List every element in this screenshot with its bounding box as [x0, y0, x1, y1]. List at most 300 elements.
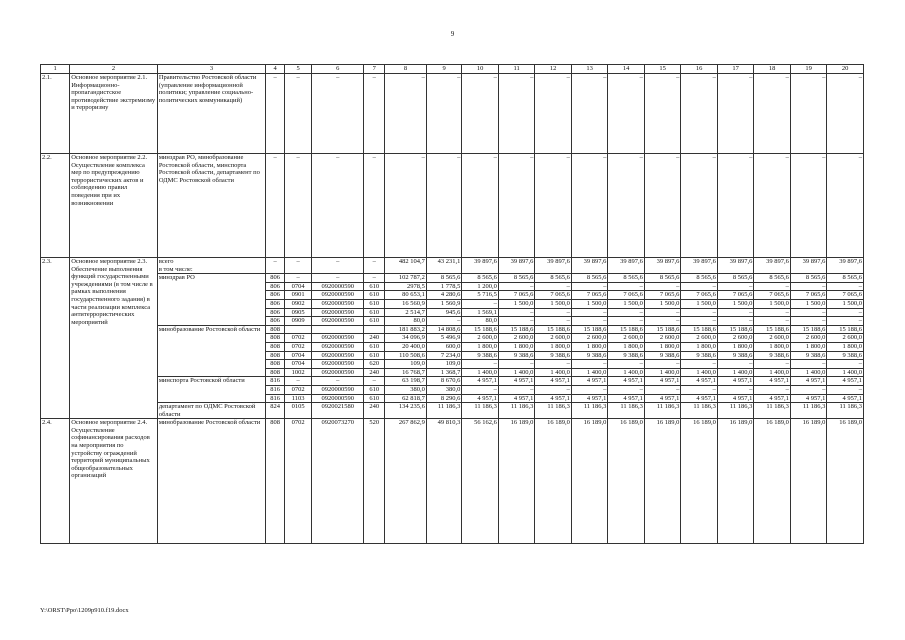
- value-cell: 0920000590: [312, 368, 364, 377]
- value-cell: 380,0: [426, 385, 461, 394]
- value-cell: 39 897,6: [681, 258, 718, 274]
- footer-file-path: Y:\ORST\Ppo\1209p910.f19.docx: [40, 607, 129, 614]
- value-cell: 11 186,3: [571, 403, 608, 419]
- header-cell: 2: [70, 65, 158, 74]
- header-cell: 18: [754, 65, 791, 74]
- value-cell: 4 957,1: [571, 377, 608, 386]
- value-cell: 610: [364, 308, 385, 317]
- value-cell: 1 500,0: [608, 299, 645, 308]
- value-cell: –: [498, 385, 535, 394]
- value-cell: –: [462, 385, 499, 394]
- table-header-row: [41, 65, 864, 74]
- value-cell: 610: [364, 394, 385, 403]
- value-cell: –: [827, 360, 864, 369]
- value-cell: 15 188,6: [681, 325, 718, 334]
- value-cell: –: [754, 282, 791, 291]
- value-cell: –: [498, 317, 535, 326]
- value-cell: 1 778,5: [426, 282, 461, 291]
- value-cell: 4 957,1: [754, 377, 791, 386]
- value-cell: 2 600,0: [754, 334, 791, 343]
- value-cell: –: [827, 154, 864, 258]
- value-cell: 8 565,6: [426, 274, 461, 283]
- value-cell: 7 065,6: [535, 291, 572, 300]
- value-cell: 8 290,6: [426, 394, 461, 403]
- value-cell: 9 388,6: [571, 351, 608, 360]
- value-cell: –: [644, 154, 681, 258]
- value-cell: 1 800,0: [535, 342, 572, 351]
- value-cell: 7 065,6: [571, 291, 608, 300]
- value-cell: 808: [266, 419, 285, 544]
- value-cell: 1 800,0: [608, 342, 645, 351]
- value-cell: 0702: [285, 334, 312, 343]
- value-cell: 9 388,6: [790, 351, 827, 360]
- value-cell: 4 957,1: [462, 377, 499, 386]
- value-cell: 15 188,6: [790, 325, 827, 334]
- header-cell: 5: [285, 65, 312, 74]
- value-cell: 8 565,6: [644, 274, 681, 283]
- executor-name: Правительство Ростовской области (управление информационной политики; управление социально-политических коммуникаций): [157, 74, 265, 154]
- value-cell: 8 565,6: [571, 274, 608, 283]
- value-cell: –: [535, 308, 572, 317]
- table-row: [41, 154, 864, 258]
- value-cell: 39 897,6: [571, 258, 608, 274]
- value-cell: 16 560,9: [385, 299, 427, 308]
- value-cell: 9 388,6: [498, 351, 535, 360]
- value-cell: –: [644, 308, 681, 317]
- value-cell: 808: [266, 360, 285, 369]
- value-cell: 80,0: [385, 317, 427, 326]
- value-cell: 240: [364, 334, 385, 343]
- value-cell: 1002: [285, 368, 312, 377]
- value-cell: –: [790, 308, 827, 317]
- value-cell: –: [571, 317, 608, 326]
- value-cell: 20 400,0: [385, 342, 427, 351]
- value-cell: 7 065,6: [717, 291, 754, 300]
- value-cell: 102 787,2: [385, 274, 427, 283]
- value-cell: –: [754, 385, 791, 394]
- value-cell: 2 600,0: [571, 334, 608, 343]
- value-cell: 4 957,1: [498, 394, 535, 403]
- value-cell: 4 957,1: [790, 394, 827, 403]
- value-cell: –: [608, 308, 645, 317]
- value-cell: 1 800,0: [462, 342, 499, 351]
- value-cell: 5 496,9: [426, 334, 461, 343]
- item-name: Основное мероприятие 2.3. Обеспечение выполнения функций государственными учреждениями (в том числе в рамках выполнения государственного задания) в части реализации комплекса антитеррористических мероприятий: [70, 258, 158, 419]
- value-cell: 1 800,0: [498, 342, 535, 351]
- value-cell: 1 500,0: [535, 299, 572, 308]
- value-cell: –: [285, 154, 312, 258]
- value-cell: 808: [266, 368, 285, 377]
- value-cell: 1103: [285, 394, 312, 403]
- value-cell: 610: [364, 351, 385, 360]
- value-cell: 11 186,3: [608, 403, 645, 419]
- value-cell: 1 800,0: [827, 342, 864, 351]
- value-cell: 16 189,0: [681, 419, 718, 544]
- table-row: [41, 419, 864, 544]
- executor-name: минобразование Ростовской области: [157, 419, 265, 544]
- value-cell: –: [535, 282, 572, 291]
- value-cell: 62 818,7: [385, 394, 427, 403]
- value-cell: [312, 325, 364, 334]
- value-cell: 7 065,6: [681, 291, 718, 300]
- value-cell: 806: [266, 274, 285, 283]
- value-cell: 380,0: [385, 385, 427, 394]
- value-cell: 16 189,0: [717, 419, 754, 544]
- value-cell: 806: [266, 282, 285, 291]
- value-cell: 8 565,6: [608, 274, 645, 283]
- value-cell: –: [827, 385, 864, 394]
- value-cell: –: [498, 154, 535, 258]
- value-cell: 1 400,0: [462, 368, 499, 377]
- value-cell: 15 188,6: [644, 325, 681, 334]
- value-cell: –: [717, 154, 754, 258]
- value-cell: 15 188,6: [827, 325, 864, 334]
- value-cell: 39 897,6: [827, 258, 864, 274]
- header-cell: 7: [364, 65, 385, 74]
- value-cell: 7 065,6: [498, 291, 535, 300]
- value-cell: 39 897,6: [790, 258, 827, 274]
- value-cell: 600,0: [426, 342, 461, 351]
- value-cell: –: [285, 258, 312, 274]
- value-cell: –: [754, 317, 791, 326]
- value-cell: 16 189,0: [790, 419, 827, 544]
- value-cell: –: [644, 317, 681, 326]
- value-cell: 2 600,0: [717, 334, 754, 343]
- value-cell: –: [681, 308, 718, 317]
- value-cell: 1 400,0: [498, 368, 535, 377]
- value-cell: 2 600,0: [827, 334, 864, 343]
- value-cell: 15 188,6: [535, 325, 572, 334]
- value-cell: 1 800,0: [790, 342, 827, 351]
- value-cell: 945,6: [426, 308, 461, 317]
- value-cell: –: [790, 360, 827, 369]
- value-cell: 806: [266, 291, 285, 300]
- value-cell: –: [717, 282, 754, 291]
- value-cell: 4 957,1: [608, 377, 645, 386]
- value-cell: 16 189,0: [644, 419, 681, 544]
- value-cell: 1 400,0: [535, 368, 572, 377]
- value-cell: 620: [364, 360, 385, 369]
- value-cell: 610: [364, 299, 385, 308]
- value-cell: 610: [364, 385, 385, 394]
- value-cell: –: [462, 299, 499, 308]
- table-row: [41, 74, 864, 154]
- value-cell: –: [498, 308, 535, 317]
- value-cell: 7 065,6: [754, 291, 791, 300]
- executor-name: минспорта Ростовской области: [157, 377, 265, 403]
- value-cell: 0920000590: [312, 308, 364, 317]
- value-cell: 16 189,0: [571, 419, 608, 544]
- value-cell: 1 400,0: [717, 368, 754, 377]
- value-cell: 63 198,7: [385, 377, 427, 386]
- value-cell: 4 957,1: [827, 394, 864, 403]
- value-cell: 1 500,0: [827, 299, 864, 308]
- value-cell: 0920021580: [312, 403, 364, 419]
- executor-name: минздрав РО: [157, 274, 265, 326]
- header-cell: 10: [462, 65, 499, 74]
- value-cell: 8 565,6: [535, 274, 572, 283]
- value-cell: 1 400,0: [571, 368, 608, 377]
- item-number: 2.4.: [41, 419, 70, 544]
- value-cell: 15 188,6: [754, 325, 791, 334]
- value-cell: 4 957,1: [681, 394, 718, 403]
- value-cell: 56 162,6: [462, 419, 499, 544]
- value-cell: 2 600,0: [644, 334, 681, 343]
- value-cell: –: [717, 317, 754, 326]
- value-cell: 1 368,7: [426, 368, 461, 377]
- table-row: [41, 258, 864, 274]
- value-cell: 4 957,1: [462, 394, 499, 403]
- value-cell: 1 500,0: [754, 299, 791, 308]
- value-cell: –: [266, 154, 285, 258]
- value-cell: 2 600,0: [608, 334, 645, 343]
- value-cell: –: [426, 74, 461, 154]
- value-cell: 806: [266, 299, 285, 308]
- value-cell: –: [644, 282, 681, 291]
- value-cell: 1 400,0: [827, 368, 864, 377]
- item-name: Основное мероприятие 2.1. Информационно-пропагандистское противодействие экстремизму и терроризму: [70, 74, 158, 154]
- value-cell: 16 189,0: [608, 419, 645, 544]
- value-cell: 4 957,1: [754, 394, 791, 403]
- value-cell: 15 188,6: [498, 325, 535, 334]
- header-cell: 3: [157, 65, 265, 74]
- value-cell: 16 189,0: [535, 419, 572, 544]
- value-cell: 0920000590: [312, 394, 364, 403]
- value-cell: 11 186,3: [827, 403, 864, 419]
- value-cell: 0920000590: [312, 342, 364, 351]
- value-cell: 4 957,1: [717, 377, 754, 386]
- value-cell: –: [608, 154, 645, 258]
- value-cell: –: [535, 74, 572, 154]
- value-cell: 482 104,7: [385, 258, 427, 274]
- value-cell: 15 188,6: [462, 325, 499, 334]
- value-cell: 816: [266, 394, 285, 403]
- value-cell: 7 065,6: [608, 291, 645, 300]
- value-cell: 1 500,0: [571, 299, 608, 308]
- value-cell: 15 188,6: [717, 325, 754, 334]
- value-cell: 808: [266, 342, 285, 351]
- value-cell: 8 670,6: [426, 377, 461, 386]
- value-cell: 0702: [285, 342, 312, 351]
- value-cell: 7 065,6: [827, 291, 864, 300]
- value-cell: –: [571, 282, 608, 291]
- value-cell: 7 234,0: [426, 351, 461, 360]
- value-cell: –: [266, 74, 285, 154]
- value-cell: 9 388,6: [462, 351, 499, 360]
- value-cell: –: [312, 258, 364, 274]
- value-cell: 2 600,0: [535, 334, 572, 343]
- value-cell: –: [535, 154, 572, 258]
- value-cell: 2 514,7: [385, 308, 427, 317]
- value-cell: –: [571, 385, 608, 394]
- value-cell: 610: [364, 342, 385, 351]
- header-cell: 20: [827, 65, 864, 74]
- value-cell: 39 897,6: [462, 258, 499, 274]
- value-cell: 4 957,1: [498, 377, 535, 386]
- value-cell: 0901: [285, 291, 312, 300]
- value-cell: –: [790, 282, 827, 291]
- value-cell: –: [364, 274, 385, 283]
- value-cell: 4 957,1: [644, 377, 681, 386]
- value-cell: –: [364, 377, 385, 386]
- value-cell: –: [571, 154, 608, 258]
- value-cell: 49 810,3: [426, 419, 461, 544]
- value-cell: 1 800,0: [644, 342, 681, 351]
- value-cell: 109,0: [426, 360, 461, 369]
- budget-table: [40, 64, 864, 544]
- value-cell: 4 957,1: [608, 394, 645, 403]
- value-cell: –: [462, 154, 499, 258]
- value-cell: –: [717, 360, 754, 369]
- value-cell: 0704: [285, 360, 312, 369]
- value-cell: 0905: [285, 308, 312, 317]
- value-cell: 4 957,1: [827, 377, 864, 386]
- value-cell: 4 957,1: [790, 377, 827, 386]
- value-cell: 4 957,1: [571, 394, 608, 403]
- value-cell: –: [312, 377, 364, 386]
- value-cell: 4 957,1: [535, 394, 572, 403]
- value-cell: –: [754, 154, 791, 258]
- value-cell: –: [426, 154, 461, 258]
- value-cell: 11 186,3: [535, 403, 572, 419]
- value-cell: –: [717, 308, 754, 317]
- value-cell: 0105: [285, 403, 312, 419]
- value-cell: 8 565,6: [462, 274, 499, 283]
- item-name: Основное мероприятие 2.4. Осуществление софинансирования расходов на мероприятия по устройству ограждений территорий муниципальных общеобразовательных организаций: [70, 419, 158, 544]
- value-cell: 9 388,6: [717, 351, 754, 360]
- value-cell: –: [608, 317, 645, 326]
- value-cell: 9 388,6: [754, 351, 791, 360]
- value-cell: 0920000590: [312, 351, 364, 360]
- value-cell: 1 400,0: [644, 368, 681, 377]
- header-cell: 9: [426, 65, 461, 74]
- value-cell: 0920000590: [312, 334, 364, 343]
- value-cell: 808: [266, 325, 285, 334]
- value-cell: 2 600,0: [498, 334, 535, 343]
- value-cell: 39 897,6: [608, 258, 645, 274]
- value-cell: 8 565,6: [790, 274, 827, 283]
- value-cell: 5 716,5: [462, 291, 499, 300]
- value-cell: 1 400,0: [790, 368, 827, 377]
- value-cell: 16 189,0: [754, 419, 791, 544]
- value-cell: –: [608, 282, 645, 291]
- value-cell: –: [827, 74, 864, 154]
- value-cell: 134 235,6: [385, 403, 427, 419]
- value-cell: 11 186,3: [498, 403, 535, 419]
- value-cell: 39 897,6: [717, 258, 754, 274]
- value-cell: –: [827, 317, 864, 326]
- value-cell: –: [462, 74, 499, 154]
- value-cell: 1 400,0: [754, 368, 791, 377]
- value-cell: –: [385, 154, 427, 258]
- value-cell: 39 897,6: [498, 258, 535, 274]
- value-cell: –: [754, 74, 791, 154]
- header-cell: 1: [41, 65, 70, 74]
- value-cell: 1 800,0: [571, 342, 608, 351]
- item-number: 2.3.: [41, 258, 70, 419]
- table-row: [41, 403, 864, 419]
- value-cell: 39 897,6: [754, 258, 791, 274]
- value-cell: 9 388,6: [535, 351, 572, 360]
- value-cell: 0909: [285, 317, 312, 326]
- value-cell: 16 768,7: [385, 368, 427, 377]
- value-cell: 610: [364, 317, 385, 326]
- value-cell: –: [644, 360, 681, 369]
- value-cell: –: [754, 308, 791, 317]
- value-cell: –: [827, 308, 864, 317]
- value-cell: –: [644, 385, 681, 394]
- value-cell: 4 957,1: [535, 377, 572, 386]
- header-cell: 11: [498, 65, 535, 74]
- item-number: 2.2.: [41, 154, 70, 258]
- value-cell: –: [426, 317, 461, 326]
- value-cell: –: [285, 274, 312, 283]
- value-cell: 1 400,0: [608, 368, 645, 377]
- table-row: [41, 325, 864, 334]
- value-cell: 0704: [285, 351, 312, 360]
- value-cell: 11 186,3: [717, 403, 754, 419]
- value-cell: 1 200,0: [462, 282, 499, 291]
- value-cell: –: [681, 74, 718, 154]
- value-cell: 181 883,2: [385, 325, 427, 334]
- value-cell: –: [571, 360, 608, 369]
- executor-name: минобразование Ростовской области: [157, 325, 265, 377]
- value-cell: 11 186,3: [790, 403, 827, 419]
- executor-name: минздрав РО, минобразование Ростовской области, минспорта Ростовской области, департамент по ОДМС Ростовской области: [157, 154, 265, 258]
- value-cell: 14 808,6: [426, 325, 461, 334]
- value-cell: 520: [364, 419, 385, 544]
- value-cell: –: [717, 74, 754, 154]
- value-cell: 610: [364, 291, 385, 300]
- value-cell: 0920000590: [312, 299, 364, 308]
- table-row: [41, 274, 864, 283]
- page-number: 9: [450, 30, 455, 38]
- value-cell: 806: [266, 308, 285, 317]
- value-cell: –: [681, 317, 718, 326]
- value-cell: 4 957,1: [717, 394, 754, 403]
- value-cell: 11 186,3: [754, 403, 791, 419]
- value-cell: 15 188,6: [608, 325, 645, 334]
- value-cell: 4 280,6: [426, 291, 461, 300]
- value-cell: 110 508,6: [385, 351, 427, 360]
- value-cell: [364, 325, 385, 334]
- value-cell: 34 096,9: [385, 334, 427, 343]
- value-cell: 7 065,6: [644, 291, 681, 300]
- value-cell: 15 188,6: [571, 325, 608, 334]
- value-cell: 1 800,0: [717, 342, 754, 351]
- value-cell: 0902: [285, 299, 312, 308]
- value-cell: –: [364, 74, 385, 154]
- value-cell: –: [285, 74, 312, 154]
- value-cell: 11 186,3: [644, 403, 681, 419]
- value-cell: –: [790, 317, 827, 326]
- value-cell: 808: [266, 334, 285, 343]
- value-cell: 1 500,0: [644, 299, 681, 308]
- value-cell: 0920000590: [312, 385, 364, 394]
- value-cell: –: [312, 274, 364, 283]
- value-cell: –: [498, 360, 535, 369]
- value-cell: –: [681, 154, 718, 258]
- executor-name: департамент по ОДМС Ростовской области: [157, 403, 265, 419]
- value-cell: –: [364, 154, 385, 258]
- header-cell: 13: [571, 65, 608, 74]
- value-cell: 0704: [285, 282, 312, 291]
- value-cell: 0920000590: [312, 317, 364, 326]
- table-row: [41, 377, 864, 386]
- value-cell: 0920000590: [312, 291, 364, 300]
- value-cell: 824: [266, 403, 285, 419]
- value-cell: –: [681, 385, 718, 394]
